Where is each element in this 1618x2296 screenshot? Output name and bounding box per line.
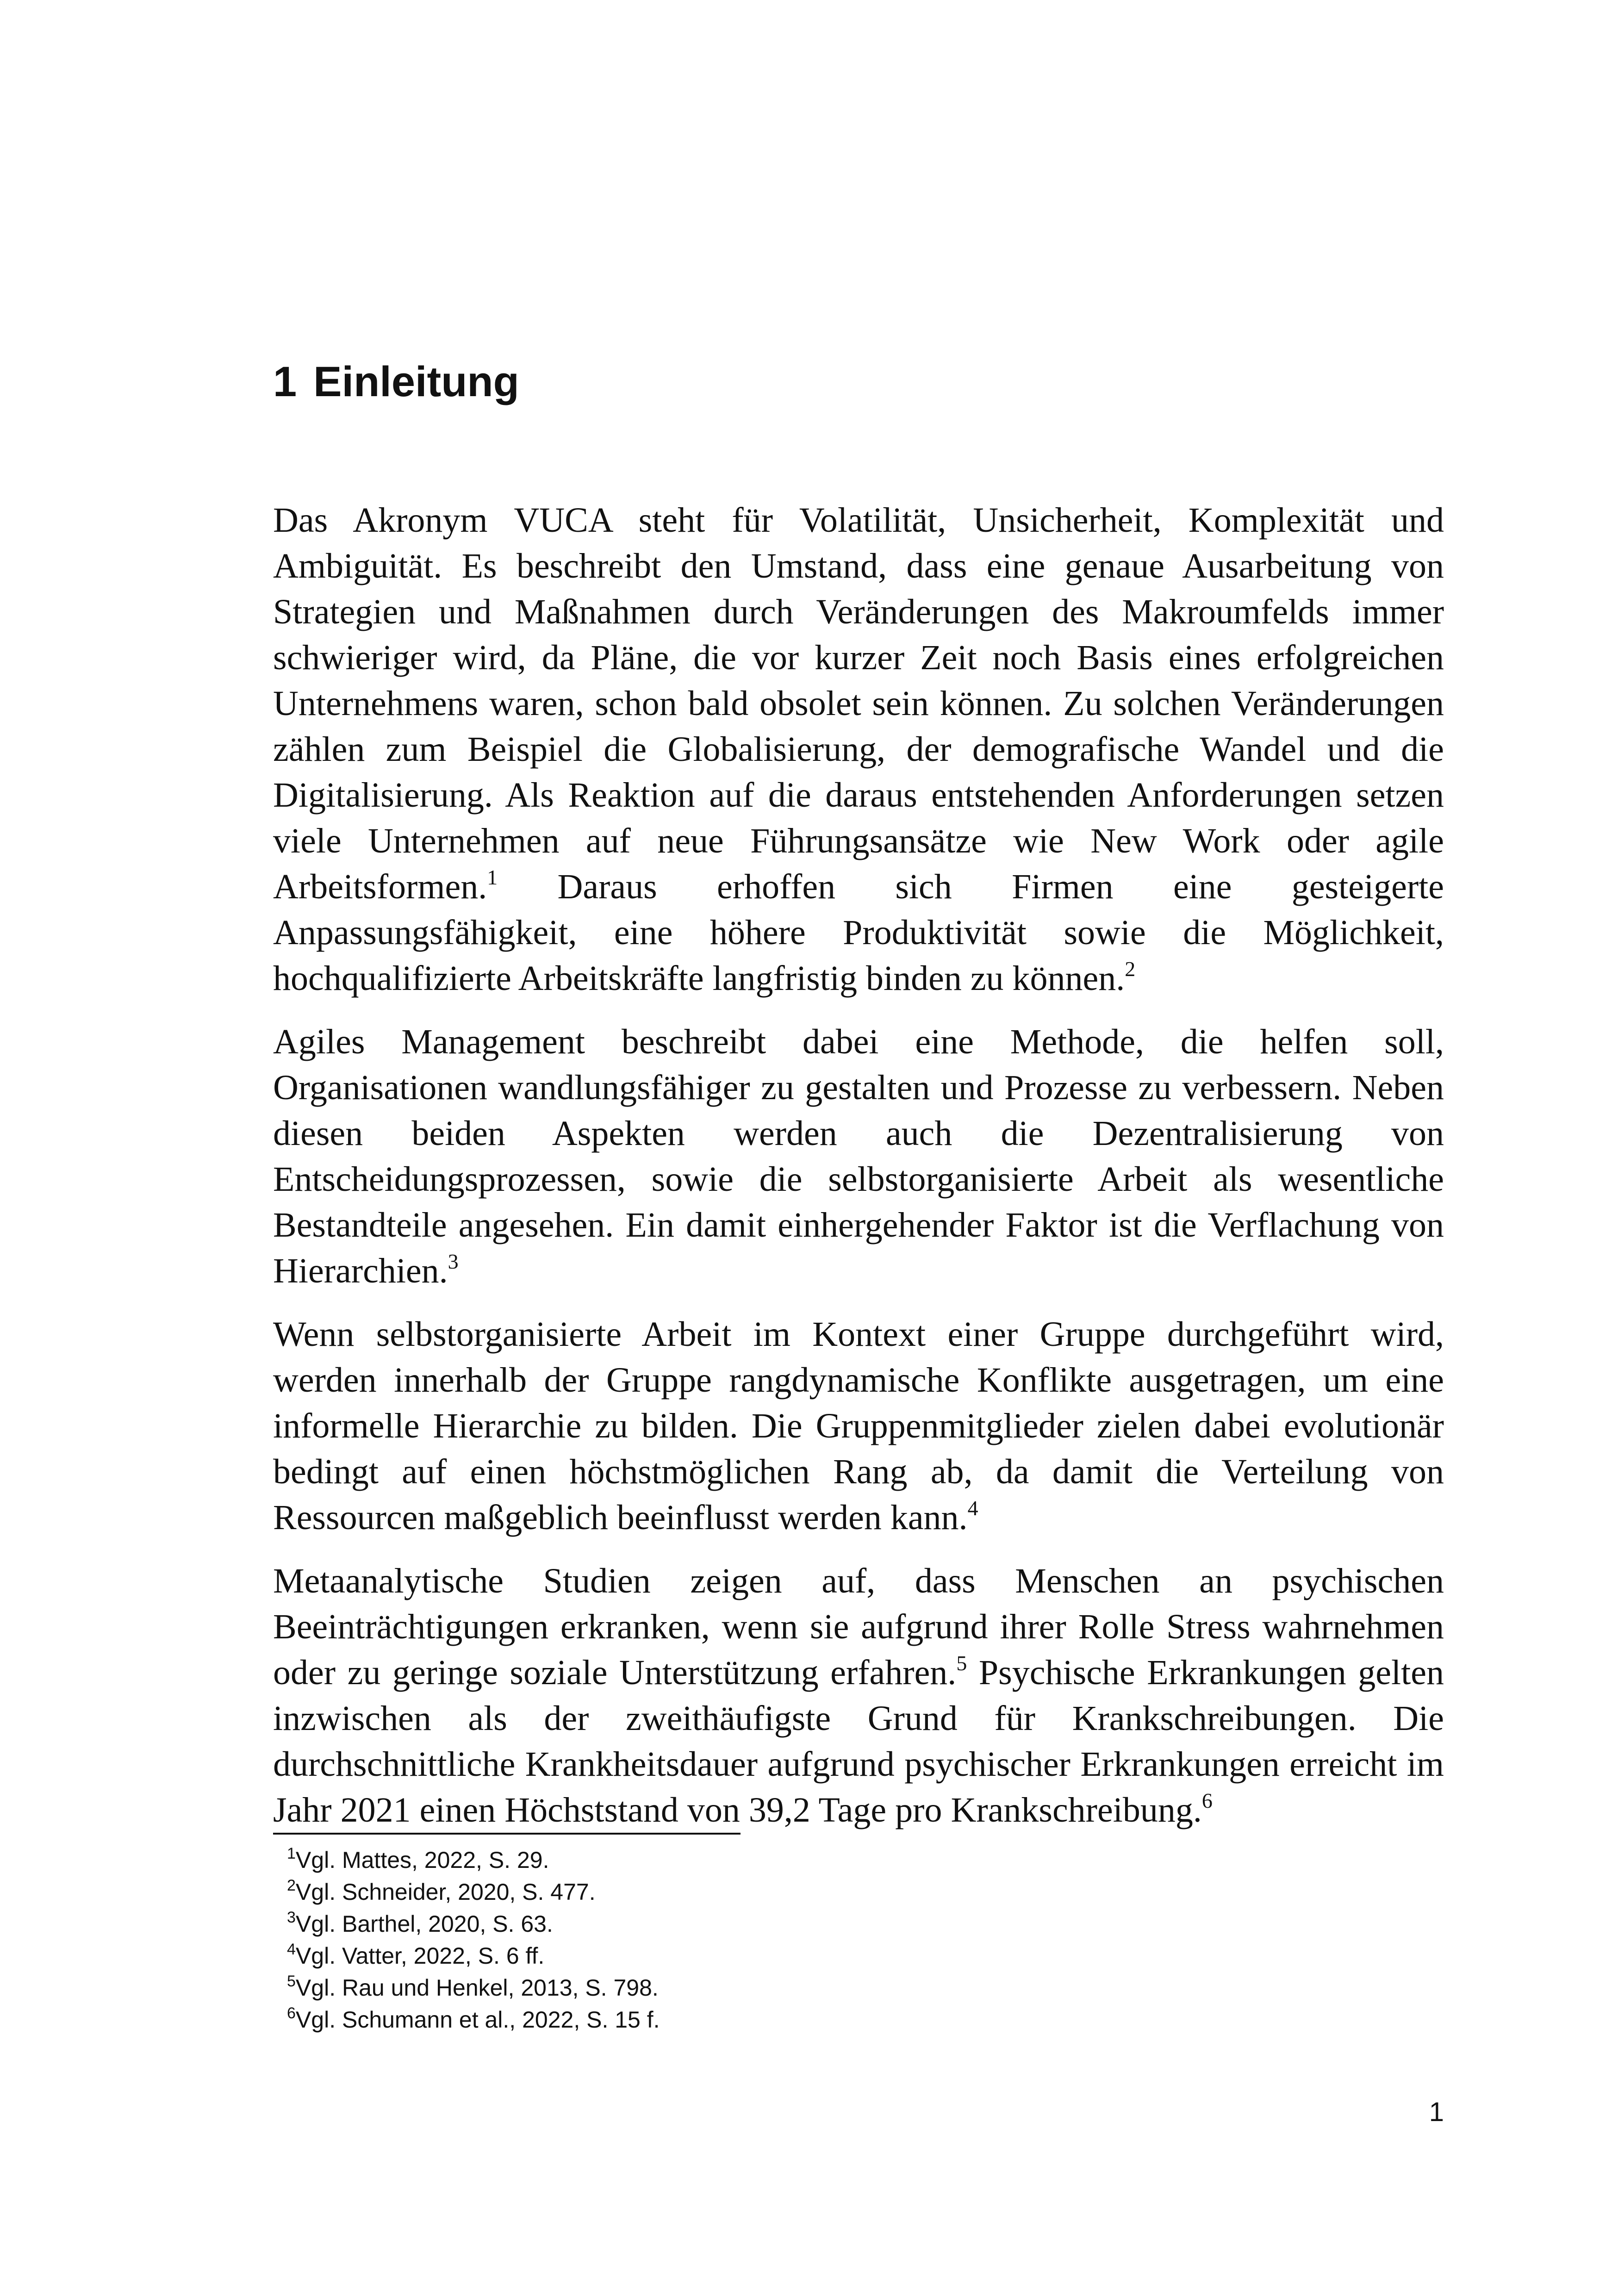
footnote-number: 4 bbox=[287, 1941, 296, 1958]
body-paragraph bbox=[273, 1019, 1444, 1294]
footnote-reference: 2 bbox=[1125, 957, 1136, 981]
footnote-reference: 3 bbox=[448, 1250, 459, 1273]
chapter-heading bbox=[273, 356, 519, 407]
footnote-item bbox=[287, 1844, 1398, 1876]
body-paragraph bbox=[273, 498, 1444, 1002]
body-paragraph bbox=[273, 1312, 1444, 1541]
text-run: Agiles Management beschreibt dabei eine Methode, die helfen soll, Organisationen wandlungsfähiger zu gestalten und Prozesse zu verbessern. Neben diesen beiden Aspekten werden auch die Dezentralisierung von Entscheidungsprozessen, sowie die selbstorganisierte Arbeit als wesentliche Bestandteile angesehen. Ein damit einhergehender Faktor ist die Verflachung von Hierarchien. bbox=[273, 1022, 1444, 1290]
text-run: Psychische Erkrankungen gelten inzwischen als der zweithäufigste Grund für Krankschreibungen. Die durchschnittliche Krankheitsdauer aufgrund psychischer Erkrankungen erreicht im Jahr 2021 einen Höchststand von 39,2 Tage pro Krankschreibung. bbox=[273, 1653, 1444, 1829]
footnote-text: Vgl. Schneider, 2020, S. 477. bbox=[295, 1879, 596, 1905]
footnotes bbox=[287, 1844, 1398, 2036]
footnote-reference: 5 bbox=[956, 1651, 967, 1675]
footnote-number: 1 bbox=[287, 1845, 296, 1862]
footnote-item bbox=[287, 1908, 1398, 1940]
footnote-item bbox=[287, 1940, 1398, 1972]
body-paragraph bbox=[273, 1558, 1444, 1833]
footnote-number: 5 bbox=[287, 1972, 296, 1990]
page-number: 1 bbox=[1429, 2097, 1444, 2127]
footnote-reference: 1 bbox=[487, 865, 498, 889]
body-text bbox=[273, 498, 1444, 1851]
footnote-text: Vgl. Barthel, 2020, S. 63. bbox=[295, 1911, 553, 1937]
footnote-item bbox=[287, 1972, 1398, 2004]
footnote-text: Vgl. Vatter, 2022, S. 6 ff. bbox=[295, 1943, 545, 1969]
footnote-text: Vgl. Schumann et al., 2022, S. 15 f. bbox=[295, 2007, 660, 2033]
footnote-text: Vgl. Mattes, 2022, S. 29. bbox=[295, 1847, 549, 1873]
footnote-number: 3 bbox=[287, 1909, 296, 1926]
chapter-title: Einleitung bbox=[313, 358, 519, 405]
footnote-number: 6 bbox=[287, 2004, 296, 2022]
footnote-separator bbox=[273, 1833, 741, 1835]
text-run: Wenn selbstorganisierte Arbeit im Kontext einer Gruppe durchgeführt wird, werden innerhalb der Gruppe rangdynamische Konflikte ausgetragen, um eine informelle Hierarchie zu bilden. Die Gruppenmitglieder zielen dabei evolutionär bedingt auf einen höchstmöglichen Rang ab, da damit die Verteilung von Ressourcen maßgeblich beeinflusst werden kann. bbox=[273, 1315, 1444, 1537]
footnote-number: 2 bbox=[287, 1877, 296, 1894]
text-run: Metaanalytische Studien zeigen auf, dass Menschen an psychischen Beeinträchtigungen erkranken, wenn sie aufgrund ihrer Rolle Stress wahrnehmen oder zu geringe soziale Unterstützung erfahren. bbox=[273, 1562, 1444, 1692]
text-run: Daraus erhoffen sich Firmen eine gesteigerte Anpassungsfähigkeit, eine höhere Produktivität sowie die Möglichkeit, hochqualifizierte Arbeitskräfte langfristig binden zu können. bbox=[273, 867, 1444, 998]
text-run: Das Akronym VUCA steht für Volatilität, Unsicherheit, Komplexität und Ambiguität. Es beschreibt den Umstand, dass eine genaue Ausarbeitung von Strategien und Maßnahmen durch Veränderungen des Makroumfelds immer schwieriger wird, da Pläne, die vor kurzer Zeit noch Basis eines erfolgreichen Unternehmens waren, schon bald obsolet sein können. Zu solchen Veränderungen zählen zum Beispiel die Globalisierung, der demografische Wandel und die Digitalisierung. Als Reaktion auf die daraus entstehenden Anforderungen setzen viele Unternehmen auf neue Führungsansätze wie New Work oder agile Arbeitsformen. bbox=[273, 501, 1444, 906]
chapter-number: 1 bbox=[273, 358, 297, 405]
footnote-reference: 4 bbox=[967, 1496, 978, 1520]
footnote-item bbox=[287, 1876, 1398, 1908]
footnote-item bbox=[287, 2004, 1398, 2036]
footnote-reference: 6 bbox=[1201, 1789, 1213, 1812]
footnote-text: Vgl. Rau und Henkel, 2013, S. 798. bbox=[295, 1975, 659, 2001]
